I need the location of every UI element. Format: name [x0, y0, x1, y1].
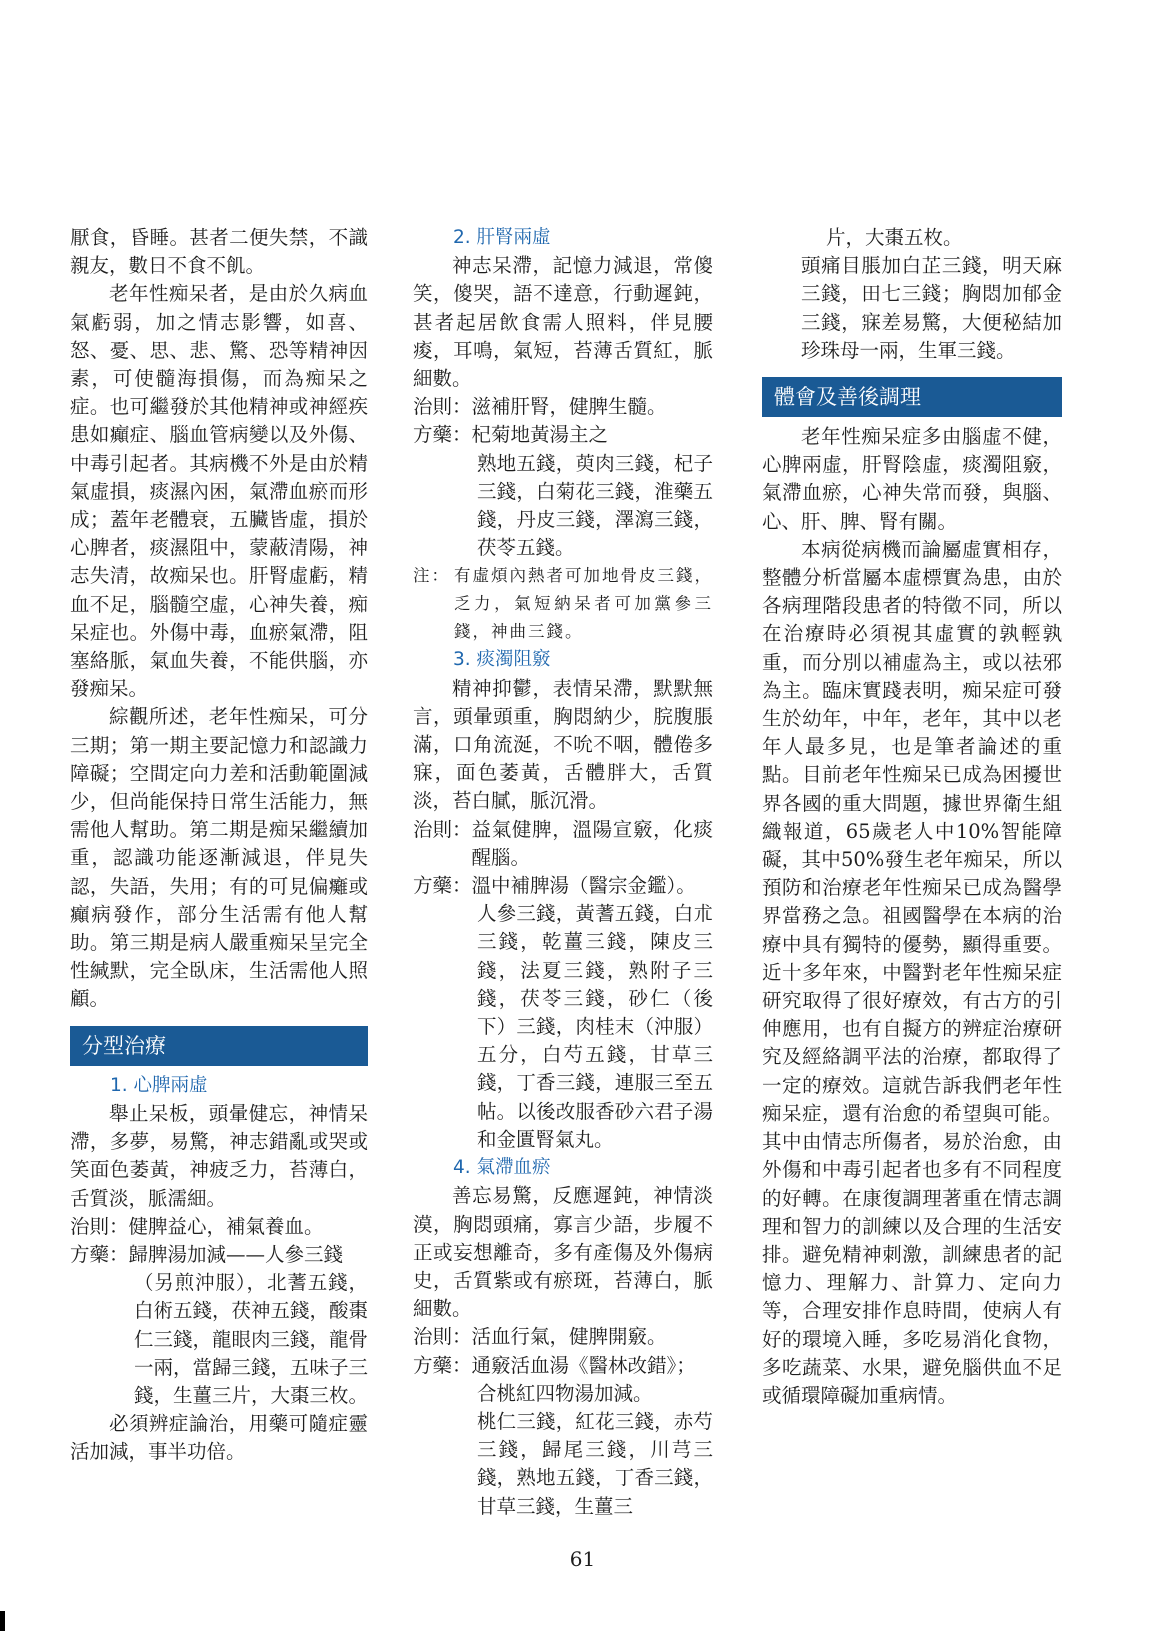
column-1 — [70, 224, 368, 1467]
note-text: 有虛煩內熱者可加地骨皮三錢，乏力，氣短納呆者可加黨參三錢，神曲三錢。 — [454, 566, 713, 642]
prescription-head: 溫中補脾湯（醫宗金鑑）。 — [471, 874, 696, 898]
column-3 — [762, 224, 1062, 1410]
prescription-row-1 — [70, 1241, 368, 1269]
prescription-head-continued: 合桃紅四物湯加減。 — [477, 1381, 653, 1405]
symptoms-4: 善忘易驚，反應遲鈍，神情淡漠，胸悶頭痛，寡言少語，步履不正或妄想離奇，多有產傷及外傷病史，舌質紫或有瘀斑，苔薄白，脈細數。 — [413, 1184, 713, 1321]
principle-row-4 — [413, 1323, 713, 1351]
prescription-ingredients-2: 熟地五錢，萸肉三錢，杞子三錢，白菊花三錢，淮藥五錢，丹皮三錢，澤瀉三錢，茯苓五錢。 — [477, 451, 713, 560]
prescription-head: 通竅活血湯《醫林改錯》； — [471, 1353, 696, 1377]
principle-text: 益氣健脾，溫陽宣竅，化痰醒腦。 — [471, 817, 713, 869]
principle-row-2 — [413, 393, 713, 421]
section-banner-aftercare: 體會及善後調理 — [762, 377, 1062, 417]
scan-edge-mark — [0, 1611, 5, 1631]
principle-label: 治則： — [413, 817, 472, 841]
prescription-ingredients-3: 人參三錢，黃蓍五錢，白朮三錢，乾薑三錢，陳皮三錢，法夏三錢，熟附子三錢，茯苓三錢，砂仁（後下）三錢，肉桂末（沖服）五分，白芍五錢，甘草三錢，丁香三錢，連服三至五帖。以後改服香砂六君子湯和金匱腎氣丸。 — [477, 902, 713, 1151]
prescription-label: 方藥： — [70, 1242, 129, 1266]
prescription-ingredients-4-end: 片，大棗五枚。 — [826, 226, 963, 249]
prescription-row-3 — [413, 872, 713, 900]
symptoms-1: 舉止呆板，頭暈健忘，神情呆滯，多夢，易驚，神志錯亂或哭或笑面色萎黃，神疲乏力，苔薄白，舌質淡，脈濡細。 — [70, 1101, 368, 1210]
paragraph-discussion: 本病從病機而論屬虛實相存，整體分析當屬本虛標實為患，由於各病理階段患者的特徵不同，所以在治療時必須視其虛實的孰輕孰重，而分別以補虛為主，或以祛邪為主。臨床實踐表明，痴呆症可發生於幼年，中年，老年，其中以老年人最多見，也是筆者論述的重點。目前老年性痴呆已成為困擾世界各國的重大問題，據世界衛生組織報道，65歲老人中10%智能障礙，其中50%發生老年痴呆，所以預防和治療老年性痴呆已成為醫學界當務之急。祖國醫學在本病的治療中具有獨特的優勢，顯得重要。近十多年來，中醫對老年性痴呆症研究取得了很好療效，有古方的引伸應用，也有自擬方的辨症治療研究及經絡調平法的治療，都取得了一定的療效。這就告訴我們老年性痴呆症，還有治愈的希望與可能。其中由情志所傷者，易於治愈，由外傷和中毒引起者也多有不同程度的好轉。在康復調理著重在情志調理和智力的訓練以及合理的生活安排。避免精神刺激，訓練患者的記憶力、理解力、計算力、定向力等，合理安排作息時間，使病人有好的環境入睡，多吃易消化食物，多吃蔬菜、水果，避免腦供血不足或循環障礙加重病情。 — [762, 537, 1062, 1407]
subsection-title-2: 2. 肝腎兩虛 — [453, 227, 551, 248]
principle-text: 滋補肝腎，健脾生髓。 — [471, 395, 667, 419]
principle-text: 活血行氣，健脾開竅。 — [471, 1325, 667, 1349]
modification-note — [762, 252, 1062, 365]
modification-text: 頭痛目脹加白芷三錢，明天麻三錢，田七三錢；胸悶加郁金三錢，寐差易驚，大便秘結加珍珠母一兩，生軍三錢。 — [801, 254, 1062, 362]
principle-label: 治則： — [413, 1325, 472, 1349]
principle-label: 治則： — [413, 395, 472, 419]
column-2 — [413, 224, 713, 1521]
prescription-label: 方藥： — [413, 874, 472, 898]
prescription-label: 方藥： — [413, 1353, 472, 1377]
page-number: 61 — [569, 1547, 596, 1571]
symptoms-3: 精神抑鬱，表情呆滯，默默無言，頭暈頭重，胸悶納少，脘腹脹滿，口角流涎，不吮不咽，體倦多寐，面色萎黃，舌體胖大，舌質淡，苔白膩，脈沉滑。 — [413, 676, 713, 813]
note-row-2 — [413, 562, 713, 646]
paragraph-summary: 老年性痴呆症多由腦虛不健，心脾兩虛，肝腎陰虛，痰濁阻竅，氣滯血瘀，心神失常而發，與腦、心、肝、脾、腎有關。 — [762, 425, 1062, 533]
subsection-title-1: 1. 心脾兩虛 — [110, 1074, 208, 1096]
section-banner-treatment: 分型治療 — [70, 1026, 368, 1066]
prescription-head: 歸脾湯加減——人參三錢 — [128, 1242, 344, 1266]
subsection-title-3: 3. 痰濁阻竅 — [453, 649, 551, 671]
prescription-label: 方藥： — [413, 423, 472, 447]
prescription-head: 杞菊地黃湯主之 — [471, 423, 609, 447]
principle-row-1 — [70, 1213, 368, 1241]
closing-remark: 必須辨症論治，用藥可隨症靈活加減，事半功倍。 — [70, 1412, 368, 1464]
note-label: 注： — [413, 566, 450, 586]
prescription-row-4 — [413, 1352, 713, 1380]
symptoms-2: 神志呆滯，記憶力減退，常傻笑，傻哭，語不達意，行動遲鈍，甚者起居飲食需人照料，伴見腰痠，耳鳴，氣短，苔薄舌質紅，脈細數。 — [413, 254, 713, 391]
principle-label: 治則： — [70, 1214, 129, 1238]
subsection-title-4: 4. 氣滯血瘀 — [453, 1157, 551, 1179]
prescription-row-2 — [413, 421, 713, 449]
paragraph-continued: 厭食，昏睡。甚者二便失禁，不識親友，數日不食不飢。 — [70, 226, 368, 278]
paragraph-etiology: 老年性痴呆者，是由於久病血氣虧弱，加之情志影響，如喜、怒、憂、思、悲、驚、恐等精神因素，可使髓海損傷，而為痴呆之症。也可繼發於其他精神或神經疾患如癲症、腦血管病變以及外傷、中毒引起者。其病機不外是由於精氣虛損，痰濕內困，氣滯血瘀而形成；蓋年老體衰，五臟皆虛，損於心脾者，痰濕阻中，蒙蔽清陽，神志失清，故痴呆也。肝腎虛虧，精血不足，腦髓空虛，心神失養，痴呆症也。外傷中毒，血瘀氣滯，阻塞絡脈，氣血失養，不能供腦，亦發痴呆。 — [70, 282, 368, 701]
prescription-ingredients-1: （另煎沖服），北蓍五錢，白術五錢，茯神五錢，酸棗仁三錢，龍眼肉三錢，龍骨一兩，當歸三錢，五味子三錢，生薑三片，大棗三枚。 — [134, 1271, 369, 1407]
prescription-ingredients-4: 桃仁三錢，紅花三錢，赤芍三錢，歸尾三錢，川芎三錢，熟地五錢，丁香三錢，甘草三錢，生薑三 — [477, 1409, 713, 1518]
principle-text: 健脾益心，補氣養血。 — [128, 1214, 324, 1238]
paragraph-stages: 綜觀所述，老年性痴呆，可分三期；第一期主要記憶力和認識力障礙；空間定向力差和活動範圍減少，但尚能保持日常生活能力，無需他人幫助。第二期是痴呆繼續加重，認識功能逐漸減退，伴見失認，失語，失用；有的可見偏癱或癲病發作，部分生活需有他人幫助。第三期是病人嚴重痴呆呈完全性緘默，完全臥床，生活需他人照顧。 — [70, 705, 368, 1011]
principle-row-3 — [413, 816, 713, 872]
